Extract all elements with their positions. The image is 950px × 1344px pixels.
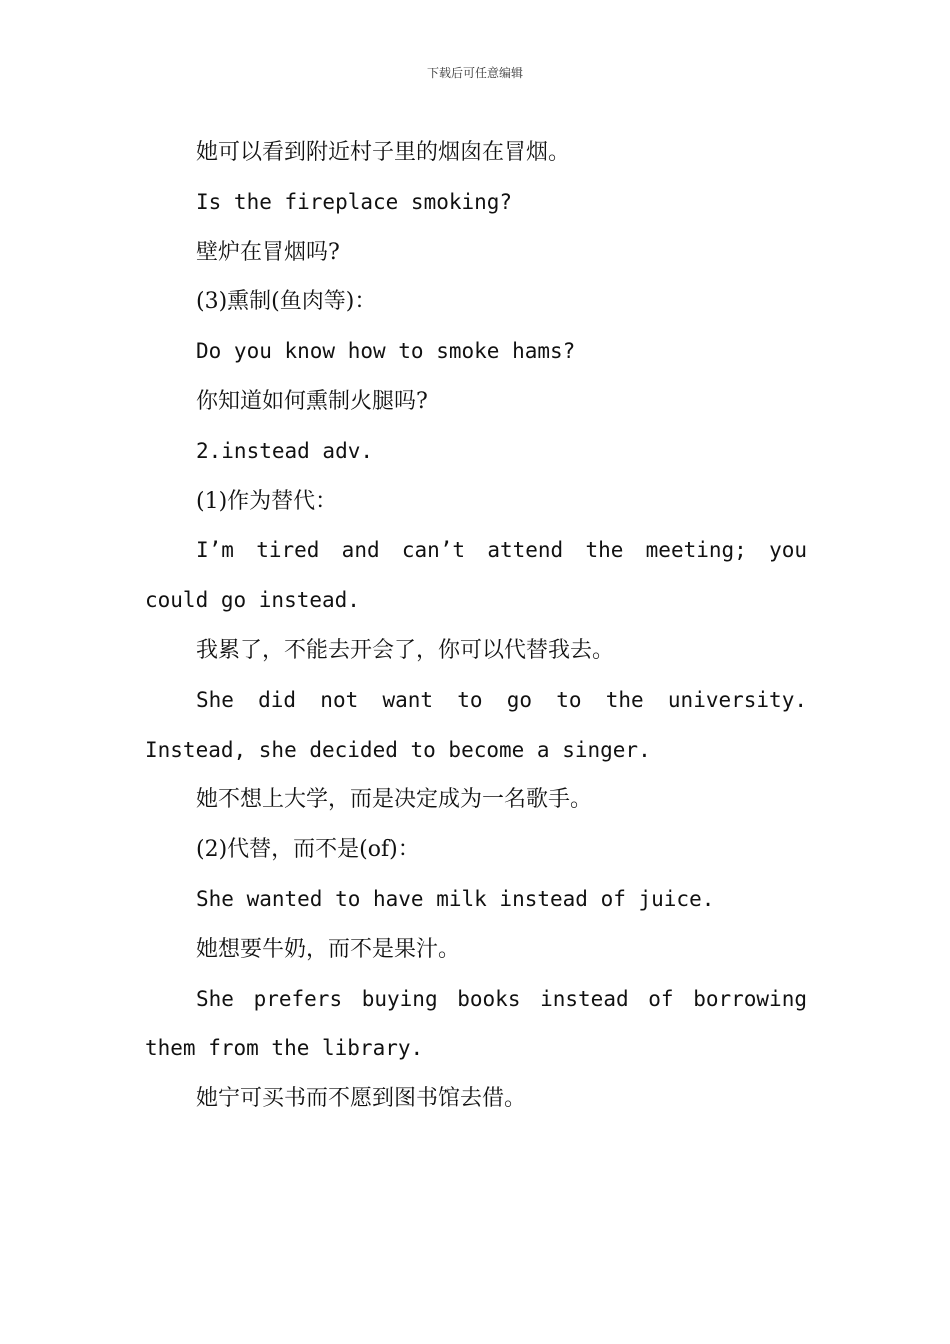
paragraph-line: 壁炉在冒烟吗? (196, 239, 340, 265)
paragraph-line: 她可以看到附近村子里的烟囱在冒烟。 (196, 140, 571, 165)
paragraph-line: Do you know how to smoke hams? (196, 339, 576, 364)
paragraph-line: 她想要牛奶，而不是果汁。 (196, 936, 461, 962)
paragraph-line: 2.instead adv. (196, 438, 374, 463)
page-header: 下载后可任意编辑 (426, 66, 523, 80)
paragraph-line: She wanted to have milk instead of juice. (196, 886, 715, 911)
paragraph-line: I’m tired and can’t attend the meeting; you (196, 538, 807, 563)
paragraph-line: 她宁可买书而不愿到图书馆去借。 (196, 1086, 527, 1112)
paragraph-line: Is the fireplace smoking? (196, 189, 513, 214)
paragraph-line: could go instead. (145, 588, 360, 613)
paragraph-line: Instead, she decided to become a singer. (145, 737, 651, 762)
paragraph-line: (2)代替，而不是(of)： (196, 837, 420, 863)
paragraph-line: (1)作为替代： (196, 488, 338, 514)
paragraph-line: She did not want to go to the university. (196, 687, 807, 712)
document-body (145, 128, 807, 1124)
paragraph-line: them from the library. (145, 1036, 424, 1061)
paragraph-line: 她不想上大学，而是决定成为一名歌手。 (196, 787, 593, 813)
paragraph-line: 我累了，不能去开会了，你可以代替我去。 (196, 637, 615, 663)
paragraph-line: 你知道如何熏制火腿吗? (196, 388, 428, 414)
paragraph-line: (3)熏制(鱼肉等)： (196, 289, 377, 315)
paragraph-line: She prefers buying books instead of borrowing (196, 986, 807, 1011)
